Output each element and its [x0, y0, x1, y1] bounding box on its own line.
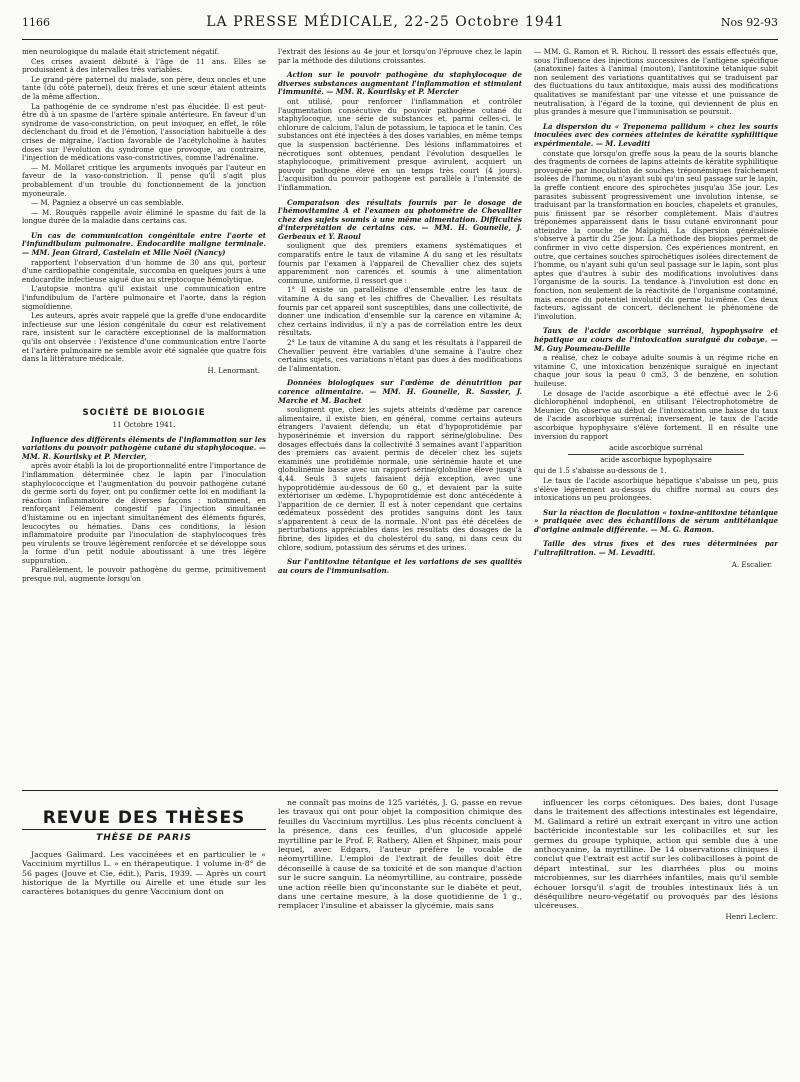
- thesis-column-1: [22, 798, 266, 1060]
- paragraph: 2° Le taux de vitamine A du sang et les résultats à l'appareil de Chevallier peuvent être variables d'une semaine à l'autre chez certains sujets, ces variations n'étant pas dues à des modifications de l'alimentation.: [278, 338, 522, 373]
- paragraph: — MM. G. Ramon et R. Richou. Il ressort des essais effectués que, sous l'influence des injections successives de l'antigène spécifique (anatoxine) faites à l'animal (mouton), l'antitoxine tétanique subit non seulement des variations quantitatives qui se traduisent par des fluctuations du taux antitoxique, mais aussi des modifications qualitatives se manifestant par une vitesse et une puissance de neutralisation, à l'égard de la toxine, qui deviennent de plus en plus grandes à mesure que l'immunisation se poursuit.: [534, 48, 778, 117]
- article-heading: Sur l'antitoxine tétanique et les variations de ses qualités au cours de l'immunisation.: [278, 557, 522, 575]
- paragraph: qui de 1.5 s'abaisse au-dessous de 1.: [534, 466, 667, 476]
- article-heading: Comparaison des résultats fournis par le dosage de l'hémovitamine A et l'examen au photomètre de Chevallier chez des sujets soumis à une même alimentation. Difficultés d'interprétation de certains cas. — MM. H. Gounelle, J. Gerbeaux et Y. Raoul: [278, 197, 522, 241]
- paragraph: Le grand-père paternel du malade, son père, deux oncles et une tante (du côté paternel), deux frères et une sœur étaient atteints de la même affection.: [22, 74, 266, 101]
- column-3: [534, 48, 778, 784]
- paragraph: 1° Il existe un parallélisme d'ensemble entre les taux de vitamine A du sang et les chiffres de Chevallier. Les résultats fournis par cet appareil sont susceptibles, dans une collectivité, de donner une indication d'ensemble sur la carence en vitamine A; chez certains individus, il n'y a pas de corrélation entre les deux résultats.: [278, 285, 522, 338]
- paragraph: ne connaît pas moins de 125 variétés, J. G. passe en revue les travaux qui ont pour objet la composition chimique des feuilles du Vaccinium myrtillus. Les plus récents concluent à la présence, dans ces feuilles, d'un glucoside appelé myrtilline par le Prof. F. Rathery, Allen et Shpiner, mais pour lequel, avec Edgars, l'auteur préfère le vocable de néomyrtilline. L'emploi de l'extrait de feuilles doit être déconseillé à cause de sa toxicité et de son manque d'action sur le sucre sanguin. La néomyrtilline, au contraire, possède une action réelle bien qu'inconstante sur le diabète et peut, dans une certaine mesure, à la dose quotidienne de 1 g., remplacer l'insuline et abaisser la glycémie, mais sans: [278, 798, 522, 911]
- paragraph: — M. Rouquès rappelle avoir éliminé le spasme du fait de la longue durée de la maladie dans certains cas.: [22, 207, 266, 226]
- thesis-column-3: [534, 798, 778, 1060]
- paragraph: Ces crises avaient débuté à l'âge de 11 ans. Elles se produisaient à des intervalles très variables.: [22, 56, 266, 75]
- page-header: [22, 14, 778, 40]
- column-2: [278, 48, 522, 784]
- paragraph: Parallèlement, le pouvoir pathogène du germe, primitivement presque nul, augmente lorsqu'on: [22, 565, 266, 584]
- bottom-columns: [22, 798, 778, 1060]
- society-date: 11 Octobre 1941.: [112, 419, 176, 429]
- paragraph: l'extrait des lésions au 4e jour et lorsqu'on l'éprouve chez le lapin par la méthode des dilutions croissantes.: [278, 48, 522, 65]
- ratio-numerator: acide ascorbique surrénal: [568, 444, 744, 455]
- journal-title: LA PRESSE MÉDICALE, 22-25 Octobre 1941: [206, 14, 565, 30]
- paragraph: influencer les corps cétoniques. Des baies, dont l'usage dans le traitement des affections intestinales est légendaire, M. Galimard a retiré un extrait exerçant in vitro une action bactéricide incontestable sur les colibacilles et sur les germes du groupe typhique, action qui semble due à une anthocyanine, la myrtilline. De 14 observations cliniques il conclut que l'extrait est actif sur les colibacilloses à point de départ intestinal, sur les diarrhées plus ou moins microbiennes, sur les diarrhées infantiles, mais qu'il semble échouer lorsqu'il s'agit de troubles intestinaux liés à un déséquilibre neuro-végétatif ou provoqués par des lésions ulcéreuses.: [534, 798, 778, 911]
- section-subtitle: THÈSE DE PARIS: [96, 833, 192, 844]
- paragraph: après avoir établi la loi de proportionnalité entre l'importance de l'inflammation déterminée chez le lapin par l'inoculation staphylococcique et l'augmentation du pouvoir pathogène cutané du germe sorti du foyer, ont pu confirmer cette loi en modifiant la réaction inflammatoire de diverses façons : notamment, en renforçant l'élément congestif par l'injection simultanée d'histamine ou en injectant simultanément des éléments figurés, leucocytes ou hématies. Dans ces conditions, la lésion inflammatoire produite par l'inoculation de staphylocoques très peu virulents se trouve légèrement renforcée et se développe sous la forme d'un petit nodule aboutissant à une très légère suppuration.: [22, 461, 266, 565]
- article-heading: Action sur le pouvoir pathogène du staphylocoque de diverses substances augmentant l'inflammation et stimulant l'immunité. — MM. R. Kourilsky et P. Mercier: [278, 70, 522, 97]
- article-heading: Influence des différents éléments de l'inflammation sur les variations du pouvoir pathogène cutané du staphylocoque. — MM. R. Kourilsky et P. Mercier,: [22, 434, 266, 461]
- ratio-formula: [534, 444, 778, 464]
- article-heading: Données biologiques sur l'œdème de dénutrition par carence alimentaire. — MM. H. Gounelle, R. Sassier, J. Marche et M. Bachet: [278, 378, 522, 405]
- paragraph: constate que lorsqu'on greffe sous la peau de la souris blanche des fragments de cornées de lapins atteints de kératite syphilitique provoquée par inoculation de souches tréponémiques fraîchement isolées de l'homme, ou n'ayant subi qu'un seul passage sur le lapin, la greffe contient encore des spirochètes jusqu'au 35e jour. Les parasites subissent progressivement une involution intense, se traduisant par la transformation en boucles, chapelets et granules, puis finissent par se résorber complètement. Mais d'autres tréponèmes apparaissent dans le tissu cutané environnant pour atteindre la couche de Malpighi. La dispersion généralisée s'observe à partir du 25e jour. La méthode des biopsies permet de confirmer in vivo cette dispersion. Ces expériences montrent, en outre, que certaines souches spirochétiques isolées directement de l'homme, ou n'ayant subi qu'un seul passage sur le lapin, sont plus aptes que d'autres à subir des modifications involutives dans l'organisme de la souris. La tendance à l'involution est donc en fonction, non seulement de la réactivité de l'organisme contaminé, mais encore du potentiel involutif du germe lui-même. Ces deux facteurs, agissant de concert, déclenchent le phénomène de l'involution.: [534, 148, 778, 321]
- society-title: SOCIÉTÉ DE BIOLOGIE: [82, 408, 206, 419]
- page-number: 1166: [22, 16, 50, 29]
- thesis-column-2: [278, 798, 522, 1060]
- paragraph: — M. Pagniez a observé un cas semblable.: [31, 198, 184, 208]
- paragraph: rapportent l'observation d'un homme de 30 ans qui, porteur d'une cardiopathie congénitale, succomba en quelques jours à une endocardite infectieuse aiguë due au streptocoque hémolytique.: [22, 257, 266, 284]
- paragraph: L'autopsie montra qu'il existait une communication entre l'infundibulum de l'artère pulmonaire et l'aorte, dans la région sigmoïdienne.: [22, 284, 266, 311]
- paragraph: Le dosage de l'acide ascorbique a été effectué avec le 2-6 dichlorophénol indophénol, en utilisant l'électrophotomètre de Meunier. On observe au début de l'intoxication une baisse du taux de l'acide ascorbique surrénal; inversement, le taux de l'acide ascorbique hypophysaire s'élève fortement. Il en résulte une inversion du rapport: [534, 388, 778, 441]
- paragraph: ont utilisé, pour renforcer l'inflammation et contrôler l'augmentation consécutive du pouvoir pathogène cutané du staphylocoque, une série de substances et, parmi celles-ci, le chlorure de calcium, l'alun de potassium, le tapioca et le tanin. Ces substances ont été injectées à des doses variables, en même temps que la suspension bactérienne. Des lésions inflammatoires et nécrotiques sont obtenues, pendant l'évolution desquelles le staphylocoque, primitivement presque avirulent, acquiert un pouvoir pathogène élevé en un temps très court (4 jours). L'acquisition du pouvoir pathogène est parallèle à l'intensité de l'inflammation.: [278, 96, 522, 192]
- author-signature: Henri Leclerc.: [725, 911, 778, 921]
- paragraph: Le taux de l'acide ascorbique hépatique s'abaisse un peu, puis s'élève légèrement au-dessus du chiffre normal au cours des intoxications un peu prolongées.: [534, 475, 778, 503]
- title-rule: [22, 829, 266, 830]
- paragraph: La pathogénie de ce syndrome n'est pas élucidée. Il est peut-être dû à un spasme de l'artère spinale antérieure. En faveur d'un syndrome de vaso-constriction, on peut invoquer, en effet, le rôle déclenchant du froid et de l'émotion, l'association habituelle à des crises de migraine, l'action favorable de l'acétylcholine à hautes doses sur l'évolution du syndrome que provoque, au contraire, l'injection de médications vaso-constrictives, comme l'adrénaline.: [22, 101, 266, 163]
- article-heading: Taux de l'acide ascorbique surrénal, hypophysaire et hépatique au cours de l'intoxication suraiguë du cobaye. — M. Guy Poumeau-Delille: [534, 326, 778, 353]
- author-signature: H. Lenormant.: [207, 365, 260, 375]
- top-columns: [22, 48, 778, 784]
- article-heading: Taille des virus fixes et des rues déterminées par l'ultrafiltration. — M. Levaditi.: [534, 539, 778, 558]
- article-heading: Sur la réaction de floculation « toxine-antitoxine tétanique » pratiquée avec des échantillons de sérum antitétanique d'origine animale différente. — M. G. Ramon.: [534, 507, 778, 534]
- paragraph: Jacques Galimard. Les vaccinéees et en particulier le « Vaccinium myrtillus L. » en thérapeutique. 1 volume in-8° de 56 pages (Jouve et Cie, édit.), Paris, 1939. — Après un court historique de la Myrtille ou Airelle et une étude sur les caractères botaniques du genre Vaccinium dont on: [22, 849, 266, 897]
- author-signature: A. Escalier.: [731, 559, 772, 569]
- paragraph: soulignent que des premiers examens systématiques et comparatifs entre le taux de vitamine A du sang et les résultats fournis par l'examen à l'appareil de Chevallier chez des sujets apparemment non carencés et soumis à une alimentation commune, uniforme, il ressort que :: [278, 241, 522, 285]
- paragraph: soulignent que, chez les sujets atteints d'œdème par carence alimentaire, il existe bien, en général, comme certains auteurs étrangers l'avaient défendu, un état d'hypoprotidémie par hyposérinémie et inversion du rapport sérine/globuline. Des dosages effectués dans la collectivité 3 semaines avant l'apparition des premiers cas avaient permis de déceler chez les sujets examinés une protidémie normale, une sérinémie haute et une globulinémie basse avec un rapport sérine/globuline élevé jusqu'à 4,44. Seuls 3 sujets faisaient déjà exception, avec une hypoprotidémie au-dessous de 60 g., et devaient par la suite extérioriser un œdème. L'hypoprotidémie est donc antécédente à l'apparition de ce dernier. Il est à noter cependant que certains œdémateux possèdent des protides sanguins dont les taux s'apparentent à ceux de la normale. N'ont pas été décelées de perturbations appréciables dans les résultats des dosages de la fibrine, des lipides et du cholestérol du sang, ni dans ceux du chlore, sodium, potassium des sérums et des urines.: [278, 405, 522, 552]
- paragraph: men neurologique du malade était strictement négatif.: [22, 48, 220, 56]
- section-divider: [22, 790, 778, 791]
- paragraph: — M. Mollaret critique les arguments invoqués par l'auteur en faveur de la vaso-constriction. Il pense qu'il s'agit plus probablement d'un trouble du fonctionnement de la jonction myoneurale.: [22, 162, 266, 198]
- issue-number: Nos 92-93: [720, 16, 778, 29]
- paragraph: Les auteurs, après avoir rappelé que la greffe d'une endocardite infectieuse sur une lésion congénitale du cœur est relativement rare, insistent sur le caractère exceptionnel de la malformation qu'ils ont observée : l'existence d'une communication entre l'aorte et l'artère pulmonaire ne semble avoir été signalée que quatre fois dans la littérature médicale.: [22, 311, 266, 364]
- section-title: REVUE DES THÈSES: [42, 808, 246, 828]
- ratio-denominator: acide ascorbique hypophysaire: [600, 454, 712, 464]
- article-heading: Un cas de communication congénitale entre l'aorte et l'infundibulum pulmonaire. Endocardite maligne terminale. — MM. Jean Girard, Castelain et Mlle Noël (Nancy): [22, 230, 266, 258]
- column-1: [22, 48, 266, 784]
- article-heading: La dispersion du « Treponema pallidum » chez les souris inoculées avec des cornées atteintes de kératite syphilitique expérimentale. — M. Levaditi: [534, 121, 778, 148]
- paragraph: a réalisé, chez le cobaye adulte soumis à un régime riche en vitamine C, une intoxication benzénique suraiguë en injectant chaque jour sous la peau 0 cm3, 3 de benzène, en solution huileuse.: [534, 353, 778, 388]
